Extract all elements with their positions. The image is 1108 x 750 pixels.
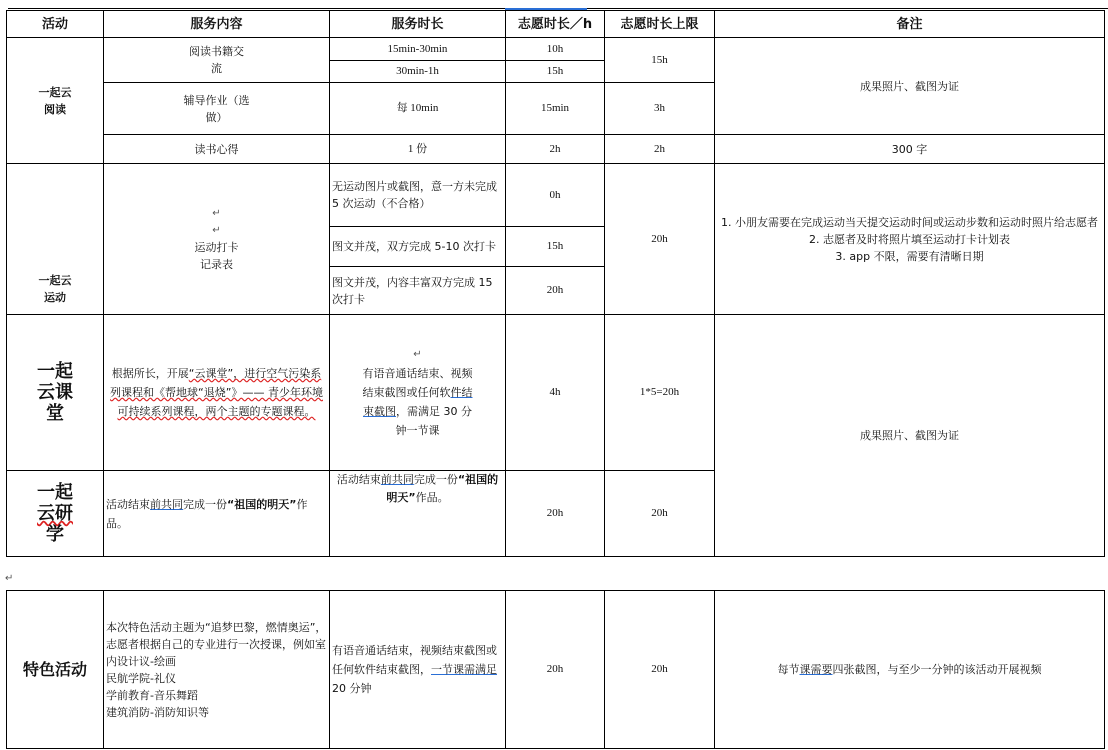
research-duration-e: 作品。 <box>415 491 449 504</box>
special-duration-a: 有语音通话结束，视频结束截图或任何软件结束截图， <box>332 644 497 676</box>
table-row <box>7 591 1105 749</box>
activity-special: 特色活动 <box>7 591 104 749</box>
activity-classroom-line3: 堂 <box>46 403 64 424</box>
special-hours: 20h <box>506 591 605 749</box>
special-limit: 20h <box>605 591 715 749</box>
header-limit: 志愿时长上限 <box>605 11 715 38</box>
research-content-c: 完成一份 <box>183 497 227 511</box>
research-duration-a: 活动结束 <box>336 473 381 486</box>
sport-content-line1: 运动打卡 <box>194 241 239 254</box>
activity-research-line1: 一起 <box>37 482 73 503</box>
table-row <box>7 315 1105 471</box>
paragraph-mark: ↵ <box>5 573 14 584</box>
activity-reading <box>7 38 104 164</box>
sport-hours-1: 0h <box>506 164 605 227</box>
reading-duration-2: 30min-1h <box>330 61 506 83</box>
header-hours: 志愿时长／h <box>506 11 605 38</box>
activity-sport <box>7 164 104 315</box>
special-content-3: 学前教育-音乐舞蹈 <box>106 688 198 702</box>
special-content-1: 本次特色活动主题为“追梦巴黎，燃情奥运”，志愿者根据自己的专业进行一次授课，例如室内设计议-绘画 <box>106 620 327 668</box>
activity-reading-line2: 阅读 <box>44 102 66 116</box>
activity-reading-line1: 一起云 <box>38 85 72 99</box>
research-duration <box>330 471 506 557</box>
reading-limit-4: 2h <box>605 135 715 164</box>
paragraph-mark: ↵ <box>212 225 221 236</box>
reading-hours-2: 15h <box>506 61 605 83</box>
sport-remark-2: 2. 志愿者及时将照片填至运动打卡计划表 <box>809 232 1010 246</box>
classroom-duration-3: ，需满足 30 分钟一节课 <box>395 405 472 437</box>
research-content-a: 活动结束 <box>106 497 150 511</box>
reading-content: 阅读书籍交流 <box>104 38 330 83</box>
research-content <box>104 471 330 557</box>
reading-limit-1: 15h <box>605 38 715 83</box>
activity-table <box>6 10 1105 557</box>
table-row <box>7 164 1105 227</box>
special-content-4: 建筑消防-消防知识等 <box>106 705 209 719</box>
special-remark <box>715 591 1105 749</box>
table-row <box>7 135 1105 164</box>
classroom-duration <box>330 315 506 471</box>
sport-content-line2: 记录表 <box>200 258 233 271</box>
research-content-e: 作品。 <box>106 497 308 530</box>
classroom-duration-1: 有语音通话结束、视频结束截图或任何软 <box>362 367 473 399</box>
classroom-limit: 1*5=20h <box>605 315 715 471</box>
header-duration: 服务时长 <box>330 11 506 38</box>
reading-remark: 成果照片、截图为证 <box>715 38 1105 135</box>
reading-remark-4: 300 字 <box>715 135 1105 164</box>
activity-classroom-line2: 云课 <box>37 382 73 403</box>
classroom-hours: 4h <box>506 315 605 471</box>
header-row <box>7 11 1105 38</box>
classroom-content-b: “云课堂”，进行空气污染系列课程和《帮地球“退烧”》—— 青少年环境可持续系列课程，两个主题的专题课程。 <box>110 367 323 418</box>
activity-sport-line1: 一起云 <box>38 274 72 287</box>
reading-duration-4: 1 份 <box>330 135 506 164</box>
sport-remark-1: 1. 小朋友需要在完成运动当天提交运动时间或运动步数和运动时照片给志愿者 <box>721 215 1098 229</box>
special-remark-c: 四张截图，与至少一分钟的该活动开展视频 <box>832 663 1042 676</box>
reading-duration-3: 每 10min <box>330 83 506 135</box>
special-remark-b: 课需要 <box>799 663 833 676</box>
research-duration-b: 前共同 <box>380 473 414 486</box>
sport-remark <box>715 164 1105 315</box>
header-content: 服务内容 <box>104 11 330 38</box>
reading-hours-4: 2h <box>506 135 605 164</box>
sport-duration-2: 图文并茂，双方完成 5-10 次打卡 <box>330 227 506 267</box>
special-activity-table <box>6 590 1105 749</box>
research-duration-d: “祖国的明天” <box>386 473 499 504</box>
activity-sport-line2: 运动 <box>44 291 66 304</box>
paragraph-mark: ↵ <box>413 349 422 360</box>
research-duration-c: 完成一份 <box>413 473 458 486</box>
activity-classroom <box>7 315 104 471</box>
classroom-content <box>104 315 330 471</box>
special-duration <box>330 591 506 749</box>
classroom-duration-2: 件结束截图 <box>363 386 473 418</box>
sport-hours-3: 20h <box>506 267 605 315</box>
research-content-d: “祖国的明天” <box>227 497 297 511</box>
activity-research-line2: 云研 <box>37 503 73 524</box>
header-remark: 备注 <box>715 11 1105 38</box>
header-activity: 活动 <box>7 11 104 38</box>
sport-hours-2: 15h <box>506 227 605 267</box>
reading-hours-3: 15min <box>506 83 605 135</box>
special-content-2: 民航学院-礼仪 <box>106 671 176 685</box>
research-content-b: 前共同 <box>150 497 183 511</box>
reading-limit-3: 3h <box>605 83 715 135</box>
paragraph-mark: ↵ <box>212 208 221 219</box>
reading-tutoring-content: 辅导作业（选做） <box>104 83 330 135</box>
research-hours: 20h <box>506 471 605 557</box>
activity-research-line3: 学 <box>46 524 64 545</box>
research-limit: 20h <box>605 471 715 557</box>
table-row <box>7 38 1105 61</box>
sport-duration-3: 图文并茂，内容丰富双方完成 15 次打卡 <box>330 267 506 315</box>
special-remark-a: 每节 <box>777 663 800 676</box>
special-duration-c: 20 分钟 <box>332 682 372 695</box>
reading-notes-content: 读书心得 <box>104 135 330 164</box>
sport-limit: 20h <box>605 164 715 315</box>
sport-content <box>104 164 330 315</box>
sport-remark-3: 3. app 不限，需要有清晰日期 <box>835 249 984 263</box>
reading-duration-1: 15min-30min <box>330 38 506 61</box>
sport-duration-1: 无运动图片或截图，意一方未完成 5 次运动（不合格） <box>330 164 506 227</box>
activity-research <box>7 471 104 557</box>
classroom-remark: 成果照片、截图为证 <box>715 315 1105 557</box>
special-content <box>104 591 330 749</box>
special-duration-b: 一节课需满足 <box>431 663 497 676</box>
activity-classroom-line1: 一起 <box>37 361 73 382</box>
classroom-content-a: 根据所长，开展 <box>111 367 189 380</box>
reading-hours-1: 10h <box>506 38 605 61</box>
